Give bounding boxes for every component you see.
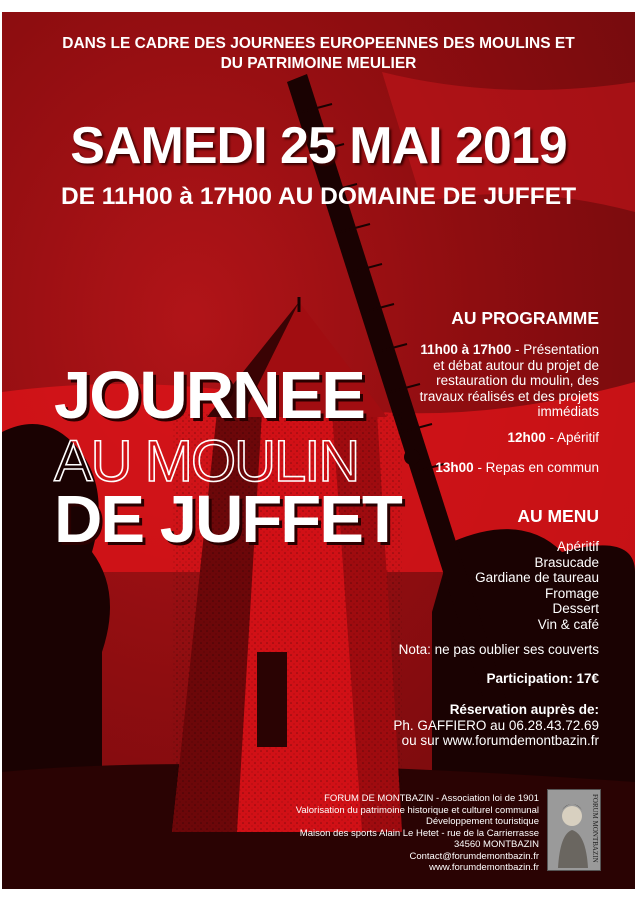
- header-line-1: DANS LE CADRE DES JOURNEES EUROPEENNES DES MOULINS ET: [62, 35, 575, 52]
- nota-text: Nota: ne pas oublier ses couverts: [398, 642, 599, 657]
- programme-item-1: 11h00 à 17h00 - Présentation et débat autour du projet de restauration du moulin, des travaux réalisés et des projets immédiats: [419, 342, 599, 419]
- footer-email: Contact@forumdemontbazin.fr: [409, 850, 539, 862]
- event-date: SAMEDI 25 MAI 2019: [70, 117, 567, 175]
- footer-org: FORUM DE MONTBAZIN: [324, 793, 434, 804]
- participation-price: Participation: 17€: [486, 671, 599, 686]
- reservation-heading: Réservation auprès de:: [449, 702, 599, 717]
- programme-heading: AU PROGRAMME: [451, 308, 599, 328]
- menu-item: Gardiane de taureau: [475, 570, 599, 585]
- forum-logo-stamp: [547, 789, 601, 871]
- programme-time-2: 12h00: [507, 430, 546, 445]
- event-hours: DE 11H00 à 17H00 AU DOMAINE DE JUFFET: [60, 183, 577, 210]
- menu-item: Vin & café: [537, 616, 599, 632]
- reservation-phone: Ph. GAFFIERO au 06.28.43.72.69: [393, 717, 599, 733]
- footer-website: www.forumdemontbazin.fr: [429, 862, 539, 873]
- reservation-block: [393, 702, 599, 749]
- header-line-2: DU PATRIMOINE MEULIER: [220, 55, 417, 72]
- title-line-1: JOURNEE: [54, 358, 364, 433]
- title-line-2: AU MOULIN: [54, 429, 359, 494]
- menu-list: [475, 539, 599, 632]
- menu-item: Dessert: [552, 601, 599, 616]
- menu-heading: AU MENU: [517, 506, 599, 526]
- menu-item: Apéritif: [556, 539, 599, 554]
- poster: [2, 12, 635, 889]
- windmill-door: [257, 652, 287, 747]
- menu-item: Brasucade: [534, 554, 599, 570]
- programme-item-2: 12h00 - Apéritif: [507, 430, 599, 445]
- reservation-website: ou sur www.forumdemontbazin.fr: [401, 733, 599, 748]
- stamp-text: FORUM MONTBAZIN: [591, 794, 599, 863]
- programme-item-3: 13h00 - Repas en commun: [435, 460, 599, 475]
- footer-info: FORUM DE MONTBAZIN - Association loi de 1901 Valorisation du patrimoine historique et culturel communal Développement touristique Maison des sports Alain Le Hetet - rue de la Carrierrasse 34560 MONTBAZIN Contact@forumdemontbazin.fr www.forumdemontbazin.fr: [295, 793, 539, 873]
- programme-time-3: 13h00: [435, 460, 474, 475]
- header-intro: [2, 34, 635, 74]
- menu-item: Fromage: [544, 585, 599, 601]
- programme-time-1: 11h00 à 17h00: [420, 342, 512, 357]
- title-line-3: DE JUFFET: [54, 482, 401, 557]
